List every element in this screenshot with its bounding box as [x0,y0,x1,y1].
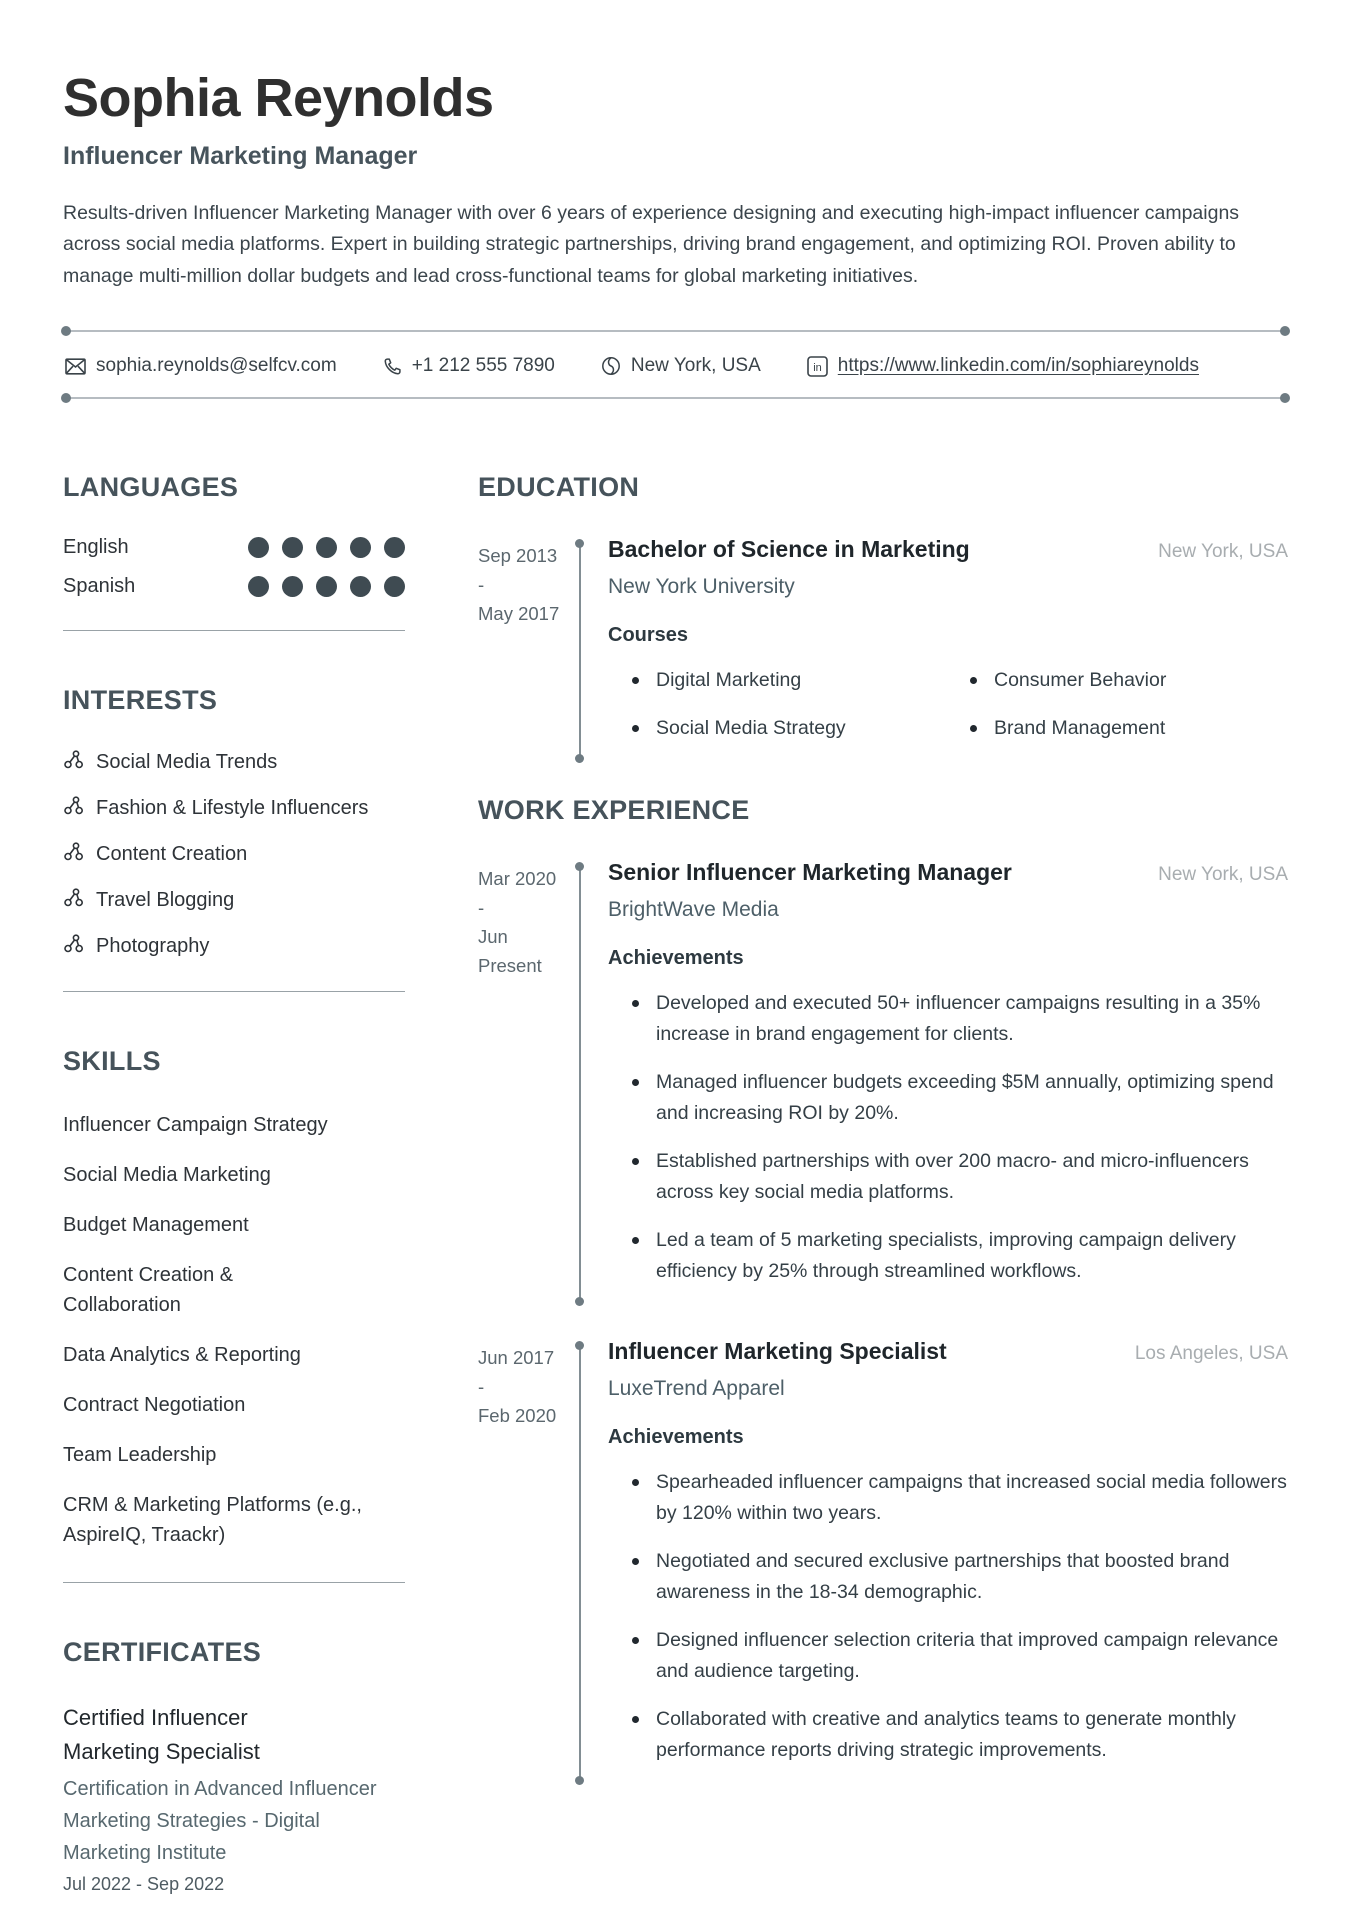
network-icon [63,887,84,913]
language-name: Spanish [63,575,136,598]
language-row [63,536,405,559]
interest-label: Content Creation [96,842,248,865]
skill-item: Budget Management [63,1214,249,1237]
skill-item: CRM & Marketing Platforms (e.g., AspireIQ, Traackr) [63,1494,362,1547]
header-divider-bottom [63,397,1288,399]
course-item: Digital Marketing [632,665,950,696]
interest-label: Travel Blogging [96,888,235,911]
achievement-item: Designed influencer selection criteria that improved campaign relevance and audience targeting. [632,1625,1288,1687]
main-column [478,472,1288,1895]
svg-text:in: in [813,361,822,374]
date-line: Jun [478,926,508,948]
entry-location: New York, USA [1158,864,1288,886]
skill-item: Team Leadership [63,1444,217,1467]
skills-heading: SKILLS [63,1046,161,1077]
skills-section [63,1046,405,1550]
network-icon [63,841,84,867]
education-entry [478,536,1288,761]
achievement-item: Managed influencer budgets exceeding $5M annually, optimizing spend and increasing ROI by 20%. [632,1067,1288,1129]
date-line: Mar 2020 [478,868,557,890]
skill-item: Content Creation & Collaboration [63,1264,234,1317]
contact-email [65,355,337,377]
person-job-title: Influencer Marketing Manager [63,141,418,170]
timeline-dot-bottom [575,754,584,763]
interest-item [63,795,405,821]
achievements-list [608,1467,1288,1766]
certificate-date: Jul 2022 - Sep 2022 [63,1874,225,1895]
date-line: - [478,897,485,919]
achievements-list [608,988,1288,1287]
header-divider-top [63,330,1288,332]
entry-body [596,1338,1288,1783]
skill-item: Contract Negotiation [63,1394,246,1417]
date-line: Feb 2020 [478,1405,557,1427]
timeline [574,1338,586,1783]
email-icon [65,358,86,375]
date-line: - [478,1376,485,1398]
education-section [478,472,1288,761]
school-name: New York University [608,575,795,599]
achievements-label: Achievements [608,947,744,970]
network-icon [63,749,84,775]
skill-item: Influencer Campaign Strategy [63,1114,328,1137]
timeline-dot-top [575,539,584,548]
interest-item [63,841,405,867]
certificates-section [63,1637,405,1895]
certificates-heading: CERTIFICATES [63,1637,262,1668]
timeline-dot-bottom [575,1297,584,1306]
section-divider [63,1582,405,1583]
work-experience-section [478,795,1288,1783]
interest-item [63,887,405,913]
globe-icon [601,356,621,376]
certificate-title: Certified Influencer Marketing Specialist [63,1705,260,1765]
entry-head [608,1338,1288,1365]
entry-body [596,859,1288,1304]
contact-row [65,355,1288,377]
course-item: Consumer Behavior [970,665,1288,696]
sidebar [63,472,405,1895]
entry-location: Los Angeles, USA [1134,1343,1288,1365]
timeline-dot-top [575,1341,584,1350]
interest-label: Fashion & Lifestyle Influencers [96,796,369,819]
certificate-subtitle: Certification in Advanced Influencer Marketing Strategies - Digital Marketing Institute [63,1778,377,1865]
section-divider [63,630,405,631]
interest-label: Photography [96,934,210,957]
email-text: sophia.reynolds@selfcv.com [96,355,337,377]
timeline [574,859,586,1304]
timeline [574,536,586,761]
course-item: Brand Management [970,713,1288,744]
achievement-item: Established partnerships with over 200 macro- and micro-influencers across key social media platforms. [632,1146,1288,1208]
entry-date-range [478,859,574,1304]
phone-text: +1 212 555 7890 [411,355,555,377]
achievements-label: Achievements [608,1426,744,1449]
work-experience-heading: WORK EXPERIENCE [478,795,750,826]
date-line: - [478,574,485,596]
company-name: BrightWave Media [608,898,779,922]
location-text: New York, USA [630,355,761,377]
section-divider [63,991,405,992]
timeline-dot-bottom [575,1776,584,1785]
entry-head [608,536,1288,563]
company-name: LuxeTrend Apparel [608,1377,785,1401]
contact-location [601,355,761,377]
job-title: Senior Influencer Marketing Manager [608,859,1012,886]
timeline-dot-top [575,862,584,871]
entry-date-range [478,1338,574,1783]
date-line: Sep 2013 [478,545,558,567]
linkedin-link[interactable]: https://www.linkedin.com/in/sophiareynolds [837,355,1199,377]
interests-section [63,685,405,959]
courses-list [608,665,1288,761]
achievement-item: Collaborated with creative and analytics teams to generate monthly performance reports driving strategic improvements. [632,1704,1288,1766]
language-level-dots [248,537,405,558]
achievement-item: Spearheaded influencer campaigns that increased social media followers by 120% within two years. [632,1467,1288,1529]
entry-head [608,859,1288,886]
achievement-item: Led a team of 5 marketing specialists, improving campaign delivery efficiency by 25% through streamlined workflows. [632,1225,1288,1287]
date-line: Jun 2017 [478,1347,555,1369]
interest-item [63,749,405,775]
interest-item [63,933,405,959]
contact-phone [383,355,555,377]
entry-date-range [478,536,574,761]
interest-label: Social Media Trends [96,750,278,773]
entry-body [596,536,1288,761]
degree-title: Bachelor of Science in Marketing [608,536,970,563]
content-columns [63,472,1288,1895]
interests-heading: INTERESTS [63,685,218,716]
course-item: Social Media Strategy [632,713,950,744]
network-icon [63,795,84,821]
languages-heading: LANGUAGES [63,472,239,503]
entry-location: New York, USA [1158,541,1288,563]
achievement-item: Negotiated and secured exclusive partnerships that boosted brand awareness in the 18-34 demographic. [632,1546,1288,1608]
skill-item: Social Media Marketing [63,1164,271,1187]
work-entry [478,1338,1288,1783]
education-heading: EDUCATION [478,472,640,503]
date-line: Present [478,955,542,977]
phone-icon [383,357,402,376]
linkedin-icon [807,356,828,377]
work-entry [478,859,1288,1304]
language-name: English [63,536,129,559]
languages-section [63,472,405,598]
date-line: May 2017 [478,603,560,625]
summary-paragraph: Results-driven Influencer Marketing Manager with over 6 years of experience designing and executing high-impact influencer campaigns across social media platforms. Expert in building strategic partnerships, driving brand engagement, and optimizing ROI. Proven ability to manage multi-million dollar budgets and lead cross-functional teams for global marketing initiatives. [63,201,1240,287]
achievement-item: Developed and executed 50+ influencer campaigns resulting in a 35% increase in brand engagement for clients. [632,988,1288,1050]
person-name: Sophia Reynolds [63,68,494,128]
contact-linkedin [807,355,1199,377]
job-title: Influencer Marketing Specialist [608,1338,947,1365]
skill-item: Data Analytics & Reporting [63,1344,301,1367]
courses-label: Courses [608,624,689,647]
language-level-dots [248,576,405,597]
language-row [63,575,405,598]
network-icon [63,933,84,959]
